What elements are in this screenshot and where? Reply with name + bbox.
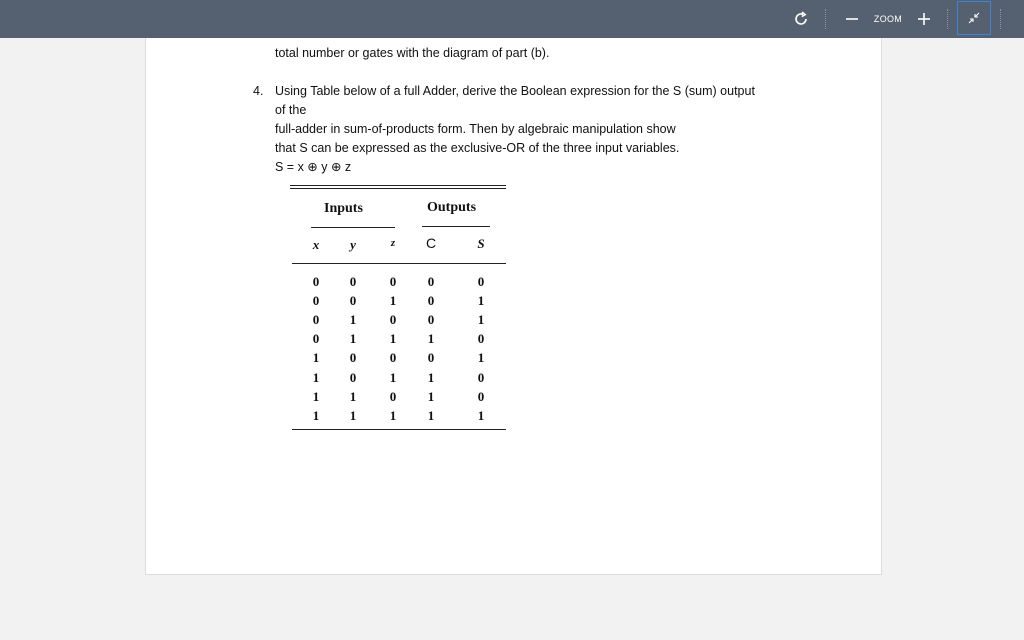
table-cell: 1: [427, 388, 435, 404]
table-cell: 0: [427, 350, 435, 366]
question-line-3: full-adder in sum-of-products form. Then by algebraic manipulation show: [275, 122, 676, 136]
zoom-in-button[interactable]: [914, 8, 934, 30]
table-cell: 1: [427, 407, 435, 423]
viewer-toolbar: [0, 0, 1024, 38]
table-top-rule-double: [290, 188, 506, 189]
col-header-c: C: [425, 235, 437, 251]
col-header-x: x: [312, 237, 320, 252]
table-cell: 1: [477, 350, 485, 366]
rotate-button[interactable]: [790, 8, 812, 30]
question-line-2: of the: [275, 103, 307, 117]
table-cell: 0: [477, 331, 485, 347]
table-cell: 1: [389, 369, 397, 385]
table-cell: 1: [349, 388, 357, 404]
toolbar-separator: [1000, 9, 1002, 29]
table-cell: 0: [349, 274, 357, 289]
outputs-group-header: Outputs: [427, 200, 477, 215]
table-cell: 1: [349, 407, 357, 423]
header-rule: [292, 263, 506, 264]
table-cell: 0: [312, 312, 320, 328]
table-cell: 1: [389, 331, 397, 347]
question-line-4: that S can be expressed as the exclusive-OR of the three input variables.: [275, 141, 680, 155]
plus-icon: [917, 12, 931, 26]
toolbar-separator: [947, 9, 949, 29]
table-cell: 0: [312, 331, 320, 347]
table-cell: 1: [312, 369, 320, 385]
table-cell: 0: [427, 274, 435, 289]
table-cell: 0: [477, 388, 485, 404]
rotate-icon: [792, 10, 810, 28]
outputs-underline: [422, 226, 490, 227]
table-cell: 1: [312, 407, 320, 423]
table-cell: 0: [389, 350, 397, 366]
table-cell: 1: [477, 293, 485, 309]
table-cell: 1: [477, 312, 485, 328]
table-cell: 1: [389, 293, 397, 309]
inputs-group-header: Inputs: [324, 201, 363, 216]
table-cell: 1: [477, 407, 485, 423]
table-cell: 0: [477, 274, 485, 289]
table-cell: 0: [427, 293, 435, 309]
table-cell: 1: [389, 407, 397, 423]
toolbar-separator: [825, 9, 827, 29]
table-cell: 1: [349, 312, 357, 328]
col-header-y: y: [350, 237, 356, 252]
zoom-label: ZOOM: [873, 14, 903, 24]
previous-question-line: total number or gates with the diagram of part (b).: [275, 46, 550, 60]
table-cell: 0: [349, 293, 357, 309]
table-cell: 0: [427, 312, 435, 328]
question-number: 4.: [253, 84, 264, 98]
table-cell: 1: [349, 331, 357, 347]
table-cell: 0: [312, 274, 320, 289]
table-cell: 1: [427, 331, 435, 347]
table-cell: 0: [389, 312, 397, 328]
zoom-out-button[interactable]: [842, 8, 862, 30]
table-cell: 0: [389, 274, 397, 289]
table-cell: 1: [312, 388, 320, 404]
question-line-1: Using Table below of a full Adder, derive the Boolean expression for the S (sum) output: [275, 84, 755, 98]
table-cell: 0: [477, 369, 485, 385]
table-top-rule: [290, 185, 506, 186]
table-cell: 0: [312, 293, 320, 309]
collapse-icon: [966, 10, 982, 26]
table-cell: 1: [427, 369, 435, 385]
table-cell: 1: [312, 350, 320, 366]
table-cell: 0: [349, 350, 357, 366]
inputs-underline: [311, 227, 395, 228]
table-cell: 0: [389, 388, 397, 404]
col-header-z: z: [390, 237, 396, 249]
xor-expression: S = x ⊕ y ⊕ z: [275, 160, 352, 174]
table-bottom-rule: [292, 429, 506, 430]
table-cell: 0: [349, 369, 357, 385]
col-header-s: S: [477, 236, 485, 251]
minus-icon: [845, 12, 859, 26]
collapse-button[interactable]: [957, 1, 991, 35]
